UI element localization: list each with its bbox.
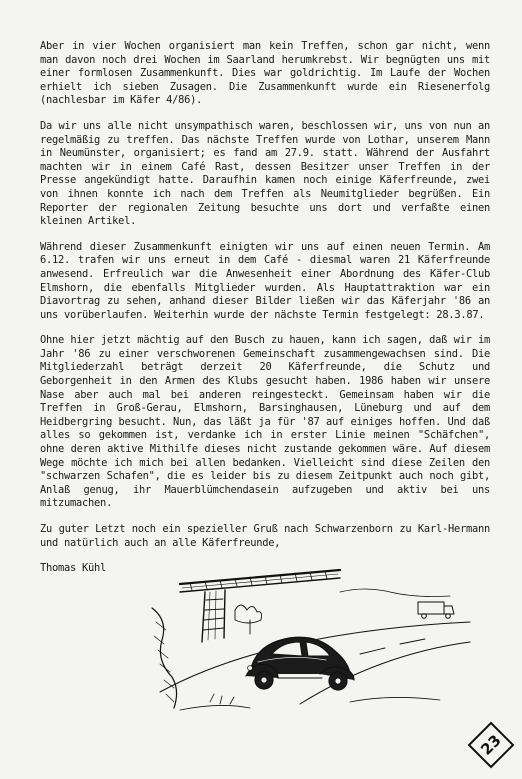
page-number-badge (467, 721, 515, 769)
paragraph-5: Zu guter Letzt noch ein spezieller Gruß nach Schwarzenborn zu Karl-Hermann und natürlich auch an alle Käferfreunde, (40, 523, 490, 549)
author-signature: Thomas Kühl (40, 562, 107, 575)
article-body (40, 40, 490, 576)
paragraph-2: Da wir uns alle nicht unsympathisch waren, beschlossen wir, uns von nun an regelmäßig zu treffen. Das nächste Treffen wurde von Lothar, unserem Mann in Neumünster, organisiert; es fand am 27.9. statt. Während der Ausfahrt machten wir in einem Café Rast, dessen Besitzer unser Treffen in der Presse angekündigt hatte. Daraufhin kamen noch einige Käferfreunde, zwei von ihnen konnte ich nach dem Treffen als Neumitglieder begrüßen. Ein Reporter der regionalen Zeitung besuchte uns dort und verfaßte einen kleinen Artikel. (40, 119, 490, 228)
beetle-car-illustration (150, 562, 480, 712)
paragraph-1: Aber in vier Wochen organisiert man kein Treffen, schon gar nicht, wenn man davon noch drei Wochen im Saarland herumkrebst. Wir begnügten uns mit einer formlosen Zusammenkunft. Dies war goldrichtig. Im Laufe der Wochen erhielt ich sieben Zusagen. Die Zusammenkunft wurde ein Riesenerfolg (nachlesbar im Käfer 4/86). (40, 40, 490, 107)
paragraph-3: Während dieser Zusammenkunft einigten wir uns auf einen neuen Termin. Am 6.12. trafen wir uns erneut in dem Café - diesmal waren 21 Käferfreunde anwesend. Erfreulich war die Anwesenheit einer Abordnung des Käfer-Club Elmshorn, die ebenfalls Mitglieder wurden. Als Hauptattraktion war ein Diavortrag zu sehen, anhand dieser Bilder ließen wir das Käferjahr '86 an uns vorüberlaufen. Weiterhin wurde der nächste Termin festgelegt: 28.3.87. (40, 240, 490, 321)
paragraph-4: Ohne hier jetzt mächtig auf den Busch zu hauen, kann ich sagen, daß wir im Jahr '86 zu einer verschworenen Gemeinschaft zusammengewachsen sind. Die Mitgliederzahl beträgt derzeit 20 Käferfreunde, die Schutz und Geborgenheit in den Armen des Klubs gesucht haben. 1986 haben wir unsere Nase aber auch mal bei anderen reingesteckt. Gemeinsam haben wir die Treffen in Groß-Gerau, Elmshorn, Barsinghausen, Lüneburg und auf dem Heidbergring besucht. Nun, das läßt ja für '87 auf einiges hoffen. Und daß alles so gekommen ist, verdanke ich in erster Linie meinen "Schäfchen", ohne deren aktive Mithilfe dieses nicht zustande gekommen wäre. Auf diesem Wege möchte ich mich bei allen bedanken. Vielleicht sind diese Zeilen den "schwarzen Schafen", die es leider bis zu diesem Zeitpunkt auch noch gibt, Anlaß genug, ihr Mauerblümchendasein aufzugeben und aktiv bei uns mitzumachen. (40, 334, 490, 510)
page-number: 23 (477, 731, 505, 759)
